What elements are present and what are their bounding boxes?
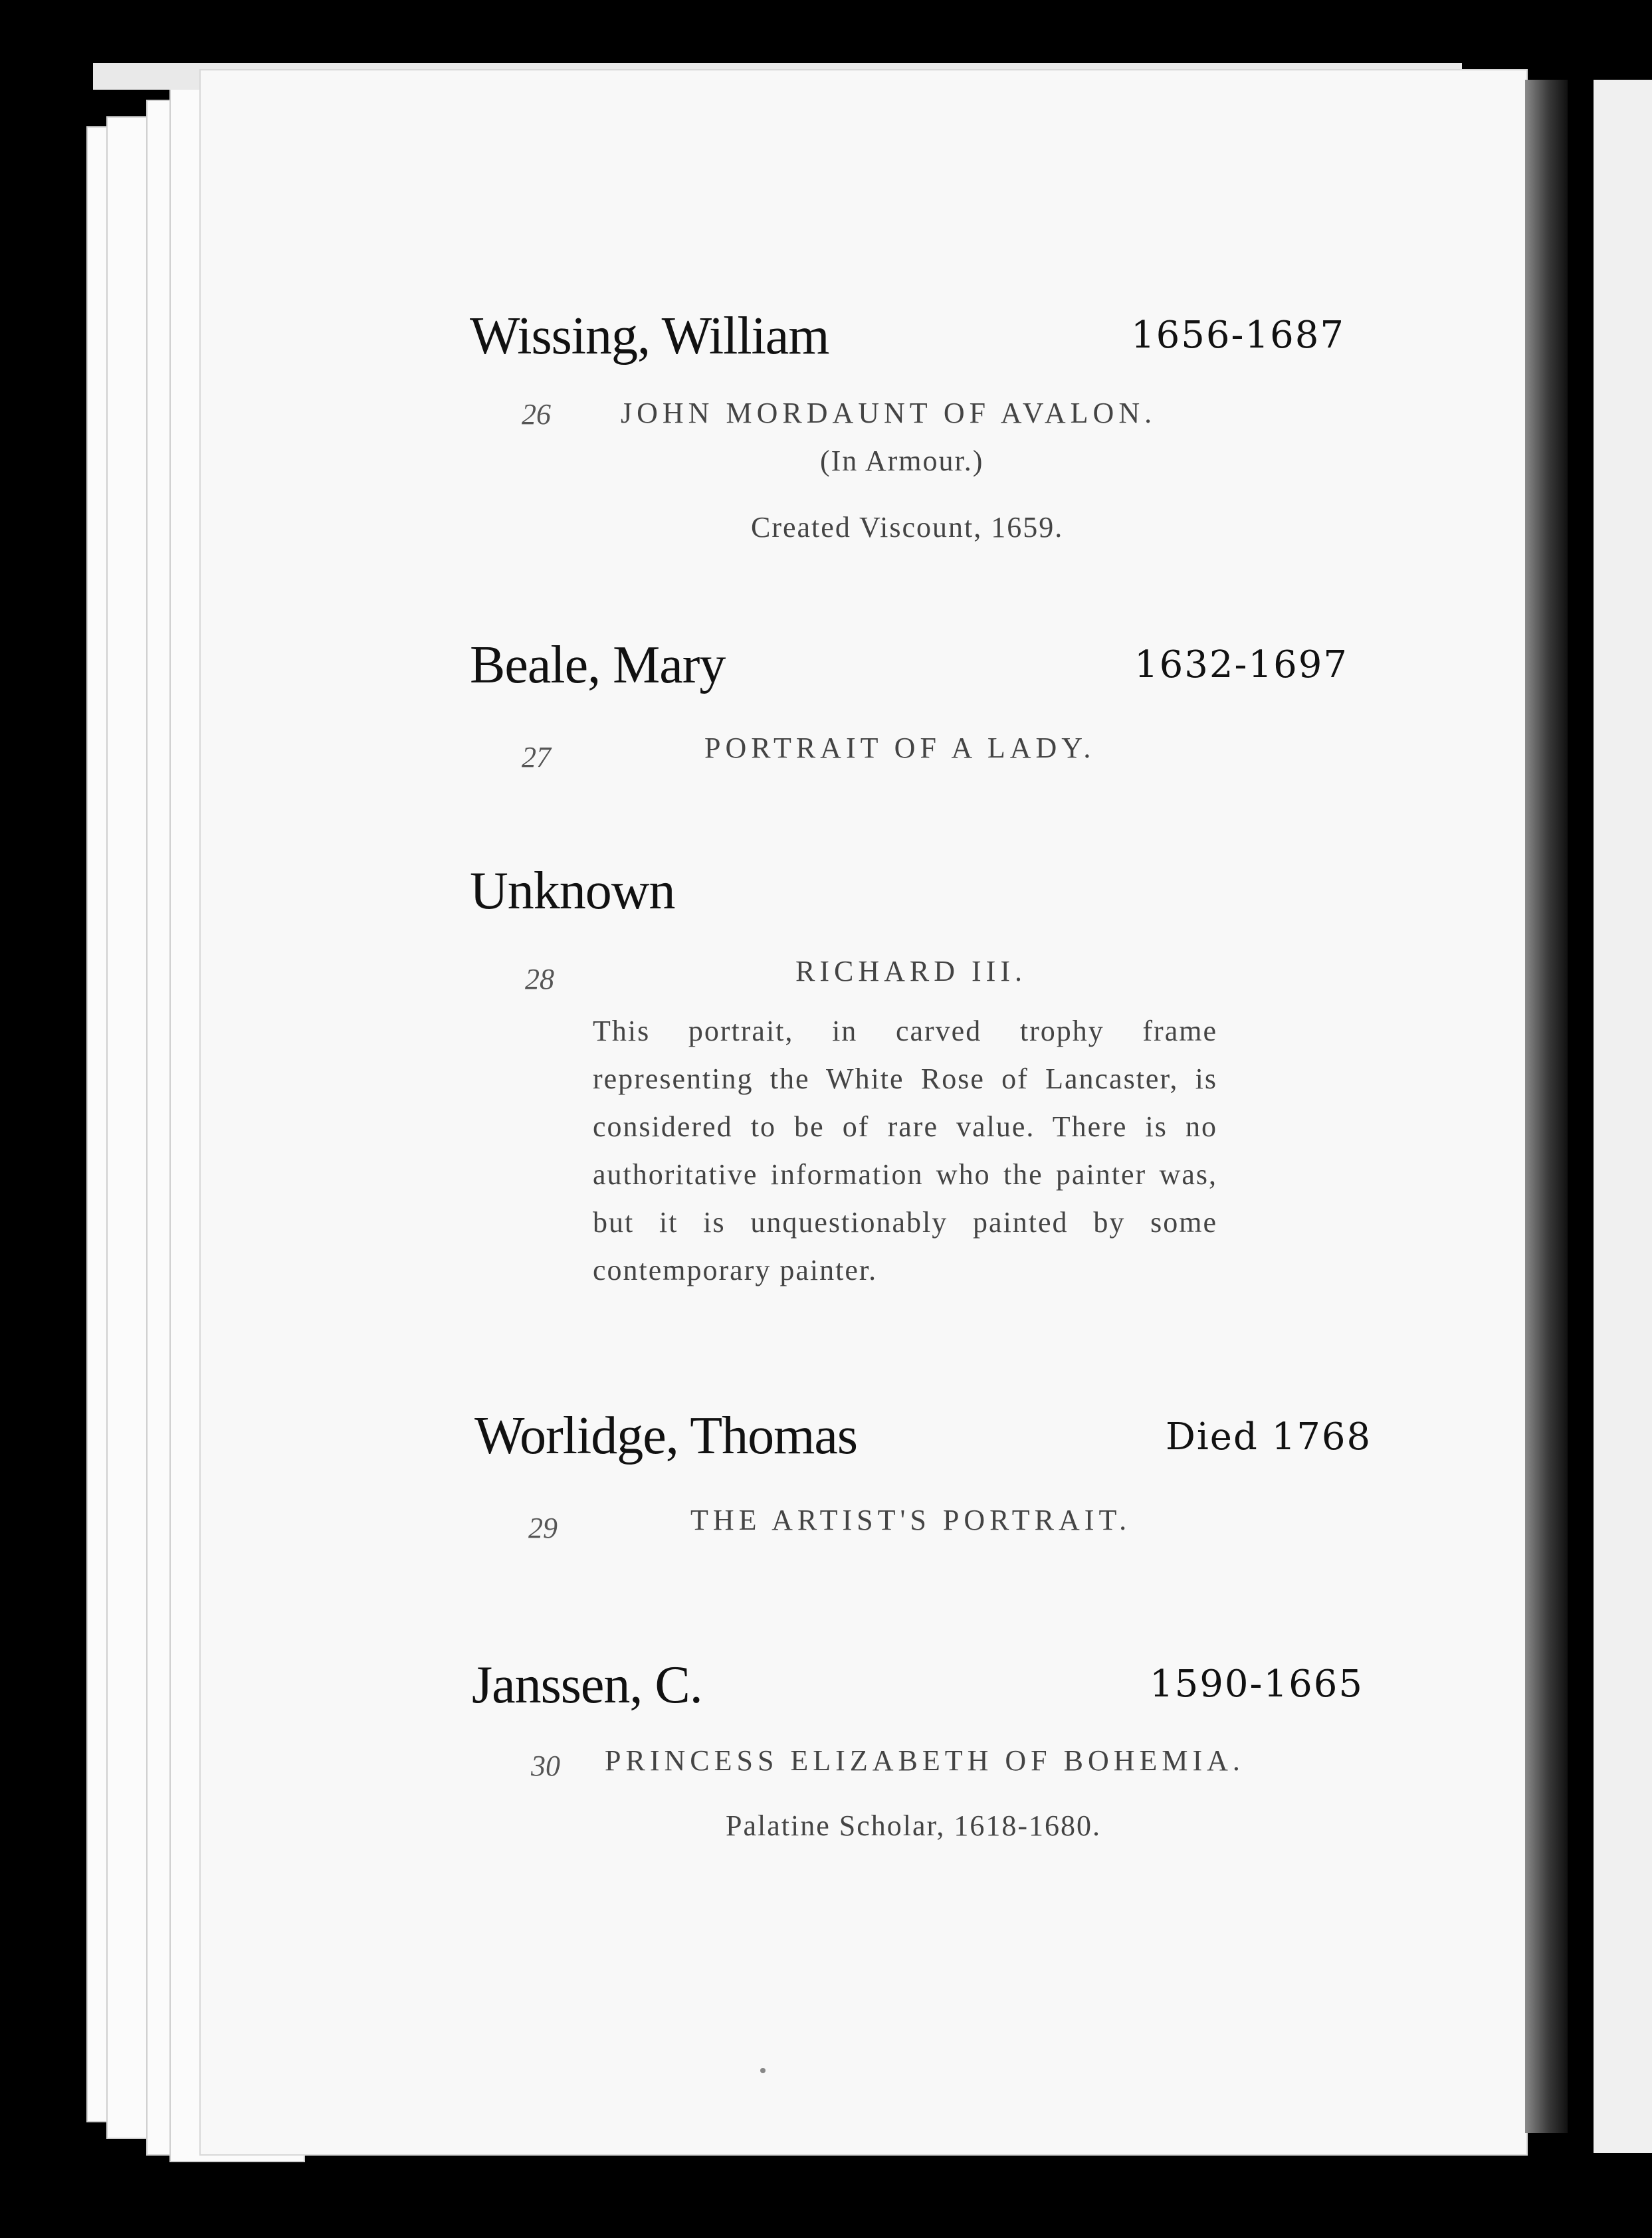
item-title: RICHARD III. (795, 955, 1027, 987)
item-note: Palatine Scholar, 1618-1680. (726, 1809, 1102, 1842)
artist-dates: 1656-1687 (1131, 314, 1345, 357)
item-title: JOHN MORDAUNT OF AVALON. (621, 397, 1157, 429)
item-number: 29 (528, 1512, 558, 1544)
artist-name: Unknown (470, 862, 675, 920)
artist-dates: 1590-1665 (1150, 1663, 1364, 1706)
artist-name: Beale, Mary (470, 636, 726, 694)
paper-speck (760, 2068, 766, 2073)
artist-name: Janssen, C. (472, 1656, 702, 1714)
artist-dates: 1632-1697 (1134, 643, 1348, 686)
item-number: 30 (531, 1750, 560, 1782)
item-title: PORTRAIT OF A LADY. (704, 732, 1096, 764)
catalog-page (199, 69, 1528, 2156)
item-number: 28 (525, 963, 554, 995)
item-description: This portrait, in carved trophy frame representing the White Rose of Lancaster, is considered to be of rare value. There is no authoritative information who the painter was, but it is unquestionably painted by some contemporary painter. (593, 1015, 1217, 1286)
facing-page-edge (1594, 80, 1652, 2153)
artist-name: Wissing, William (470, 307, 829, 365)
item-note: (In Armour.) (820, 445, 984, 477)
item-note: Created Viscount, 1659. (751, 511, 1064, 544)
item-number: 27 (522, 741, 551, 773)
book-spine-shadow (1525, 80, 1568, 2133)
item-title: PRINCESS ELIZABETH OF BOHEMIA. (605, 1744, 1245, 1777)
item-number: 26 (522, 398, 551, 431)
item-title: THE ARTIST'S PORTRAIT. (690, 1504, 1132, 1536)
artist-dates: Died 1768 (1166, 1415, 1372, 1459)
artist-name: Worlidge, Thomas (474, 1407, 857, 1465)
